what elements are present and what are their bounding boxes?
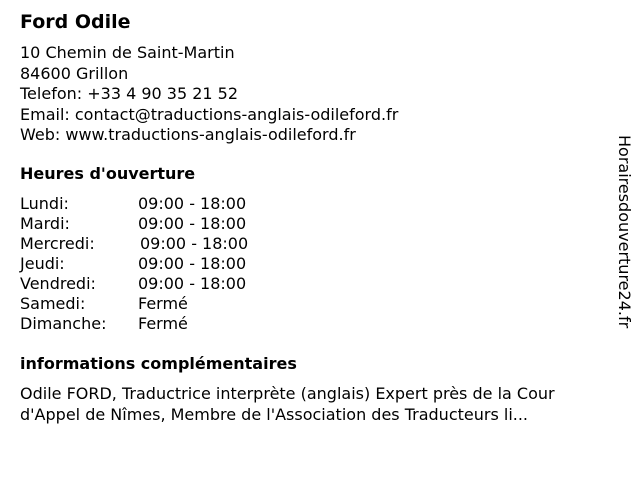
street-address: 10 Chemin de Saint-Martin bbox=[20, 43, 235, 62]
hours-heading: Heures d'ouverture bbox=[20, 164, 196, 183]
contact-block bbox=[20, 43, 398, 146]
hours-row bbox=[20, 234, 280, 254]
email-address: Email: contact@traductions-anglais-odileford.fr bbox=[20, 104, 399, 124]
time-value: 09:00 - 18:00 bbox=[140, 234, 249, 253]
day-label: Lundi: bbox=[20, 194, 69, 213]
day-label: Jeudi: bbox=[20, 254, 65, 273]
hours-row bbox=[20, 194, 280, 214]
site-watermark bbox=[612, 135, 636, 375]
business-title: Ford Odile bbox=[20, 11, 131, 33]
day-label: Dimanche: bbox=[20, 314, 107, 333]
day-label: Mardi: bbox=[20, 214, 70, 233]
info-heading: informations complémentaires bbox=[20, 354, 297, 373]
day-label: Samedi: bbox=[20, 294, 86, 313]
day-label: Mercredi: bbox=[20, 234, 95, 253]
phone-number: Telefon: +33 4 90 35 21 52 bbox=[20, 84, 239, 103]
hours-row bbox=[20, 254, 280, 274]
watermark-text: Horairesdouverture24.fr bbox=[615, 135, 634, 329]
hours-row bbox=[20, 294, 280, 314]
website: Web: www.traductions-anglais-odileford.fr bbox=[20, 125, 356, 144]
time-value: 09:00 - 18:00 bbox=[138, 274, 247, 293]
info-description bbox=[20, 384, 620, 425]
time-value: 09:00 - 18:00 bbox=[138, 194, 247, 213]
hours-row bbox=[20, 274, 280, 294]
hours-row bbox=[20, 214, 280, 234]
time-value: Fermé bbox=[138, 294, 188, 313]
day-label: Vendredi: bbox=[20, 274, 96, 293]
city-address: 84600 Grillon bbox=[20, 63, 129, 83]
info-line: d'Appel de Nîmes, Membre de l'Association des Traducteurs li... bbox=[20, 404, 529, 424]
time-value: 09:00 - 18:00 bbox=[138, 254, 247, 273]
time-value: 09:00 - 18:00 bbox=[138, 214, 247, 233]
info-line: Odile FORD, Traductrice interprète (anglais) Expert près de la Cour bbox=[20, 384, 555, 403]
hours-table bbox=[20, 194, 280, 334]
hours-row bbox=[20, 314, 280, 334]
time-value: Fermé bbox=[138, 314, 188, 333]
